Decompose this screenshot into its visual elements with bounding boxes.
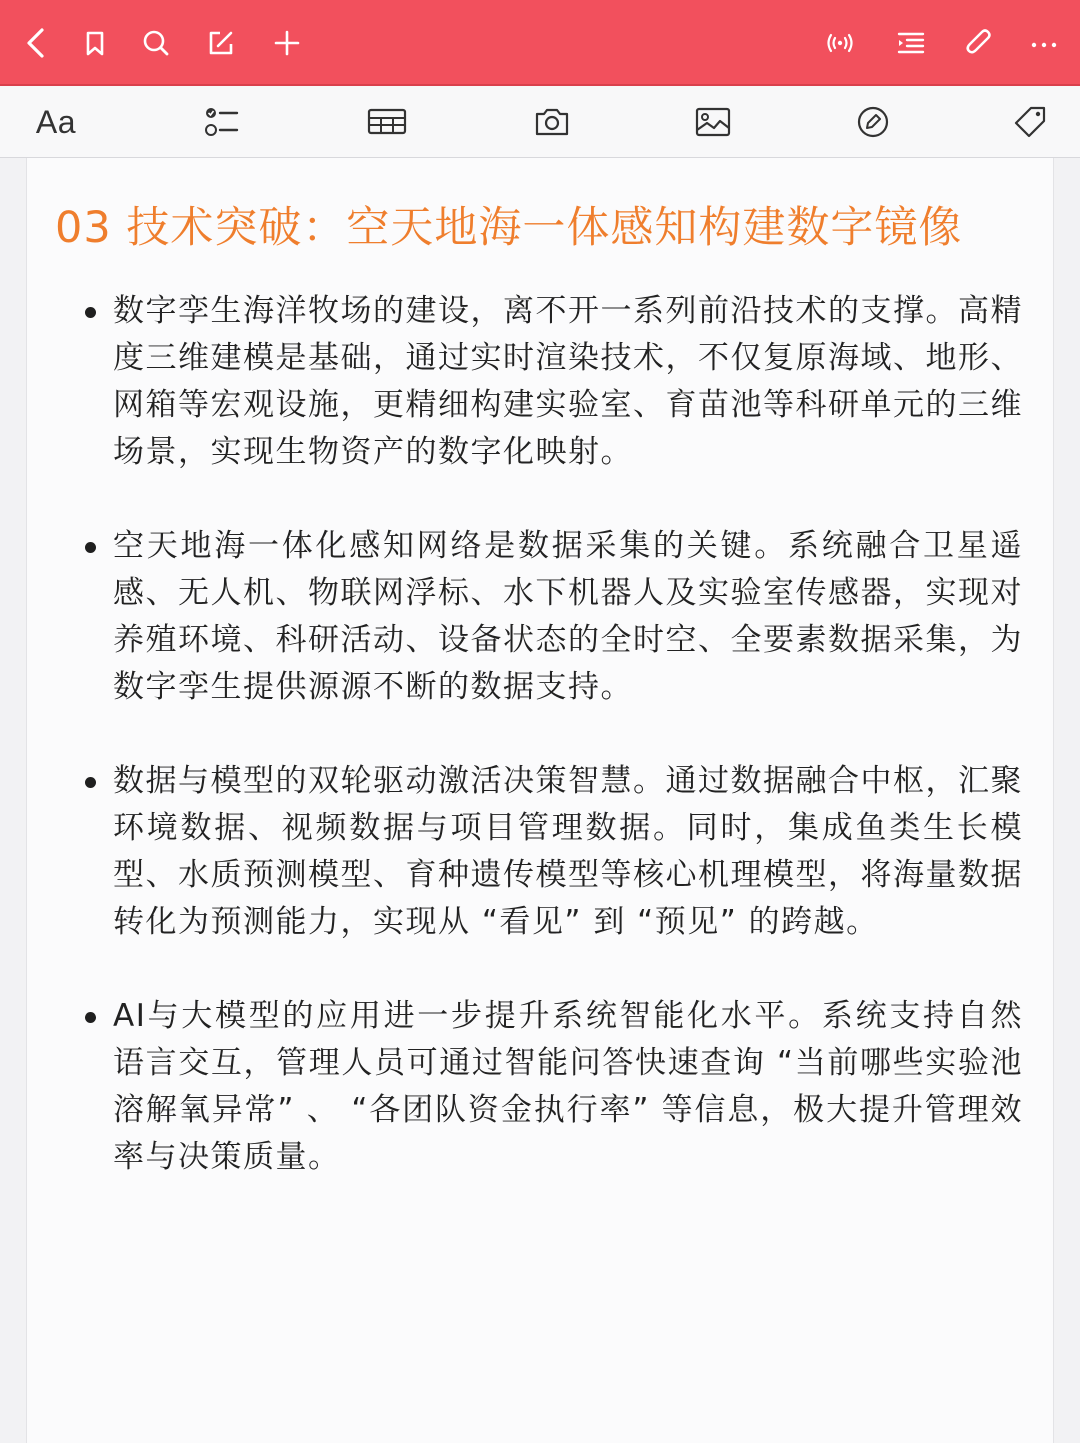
back-icon[interactable] — [18, 24, 56, 62]
top-navigation-bar — [0, 0, 1080, 86]
list-item-text[interactable]: 空天地海一体化感知网络是数据采集的关键。系统融合卫星遥感、无人机、物联网浮标、水下机器人及实验室传感器，实现对养殖环境、科研活动、设备状态的全时空、全要素数据采集，为数字孪生提供源源不断的数据支持。 — [113, 528, 1023, 705]
checklist-icon[interactable] — [192, 100, 252, 144]
bullet-dot — [85, 307, 96, 318]
add-icon[interactable] — [268, 24, 306, 62]
more-icon[interactable] — [1025, 24, 1063, 62]
camera-icon[interactable] — [522, 100, 582, 144]
format-text-button[interactable] — [26, 100, 86, 144]
formatting-toolbar — [0, 86, 1080, 158]
bookmark-icon[interactable] — [76, 24, 114, 62]
bullet-dot — [85, 777, 96, 788]
list-item-text[interactable]: 数据与模型的双轮驱动激活决策智慧。通过数据融合中枢，汇聚环境数据、视频数据与项目管理数据。同时，集成鱼类生长模型、水质预测模型、育种遗传模型等核心机理模型，将海量数据转化为预测能力，实现从 “看见” 到 “预见” 的跨越。 — [113, 763, 1023, 940]
search-icon[interactable] — [137, 24, 175, 62]
image-icon[interactable] — [683, 100, 743, 144]
bullet-dot — [85, 542, 96, 553]
table-icon[interactable] — [357, 100, 417, 144]
edit-icon[interactable] — [202, 24, 240, 62]
tag-icon[interactable] — [1000, 100, 1060, 144]
note-page[interactable] — [26, 158, 1054, 1443]
list-item-text[interactable]: 数字孪生海洋牧场的建设，离不开一系列前沿技术的支撑。高精度三维建模是基础，通过实时渲染技术，不仅复原海域、地形、网箱等宏观设施，更精细构建实验室、育苗池等科研单元的三维场景，实现生物资产的数字化映射。 — [113, 293, 1023, 470]
format-text-label: Aa — [35, 103, 77, 140]
broadcast-icon[interactable] — [821, 24, 859, 62]
list-item-text[interactable]: AI与大模型的应用进一步提升系统智能化水平。系统支持自然语言交互，管理人员可通过智能问答快速查询 “当前哪些实验池溶解氧异常” 、 “各团队资金执行率” 等信息，极大提升管理效率与决策质量。 — [113, 998, 1023, 1175]
pen-icon[interactable] — [843, 100, 903, 144]
outline-icon[interactable] — [892, 24, 930, 62]
bullet-dot — [85, 1012, 96, 1023]
note-title[interactable]: 03 技术突破：空天地海一体感知构建数字镜像 — [55, 203, 963, 253]
attachment-icon[interactable] — [960, 24, 998, 62]
